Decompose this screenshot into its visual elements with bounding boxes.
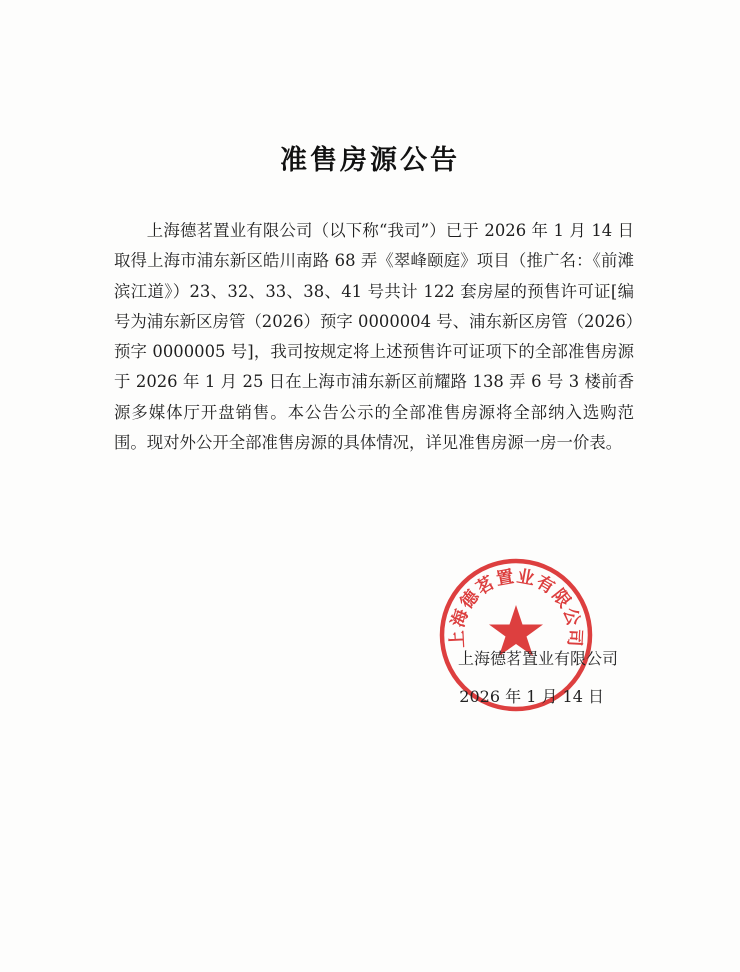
signature-date: 2026 年 1 月 14 日 (459, 687, 604, 706)
page-title: 准售房源公告 (280, 145, 460, 176)
signature-block (458, 640, 618, 716)
signature-company: 上海德茗置业有限公司 (457, 649, 618, 668)
announcement-body (114, 216, 634, 458)
announcement-paragraph: 上海德茗置业有限公司（以下称“我司”）已于 2026 年 1 月 14 日取得上海市浦东新区皓川南路 68 弄《翠峰颐庭》项目（推广名：《前滩滨江道》）23、32、33、38、41 号共计 122 套房屋的预售许可证[编号为浦东新区房管（2026）预字 0000004 号、浦东新区房管（2026）预字 0000005 号]，我司按规定将上述预售许可证项下的全部准售房源于 2026 年 1 月 25 日在上海市浦东新区前耀路 138 弄 6 号 3 楼前香源多媒体厅开盘销售。本公告公示的全部准售房源将全部纳入选购范围。现对外公开全部准售房源的具体情况，详见准售房源一房一价表。 (114, 221, 634, 453)
seal-text: 上海德茗置业有限公司 (447, 566, 585, 649)
